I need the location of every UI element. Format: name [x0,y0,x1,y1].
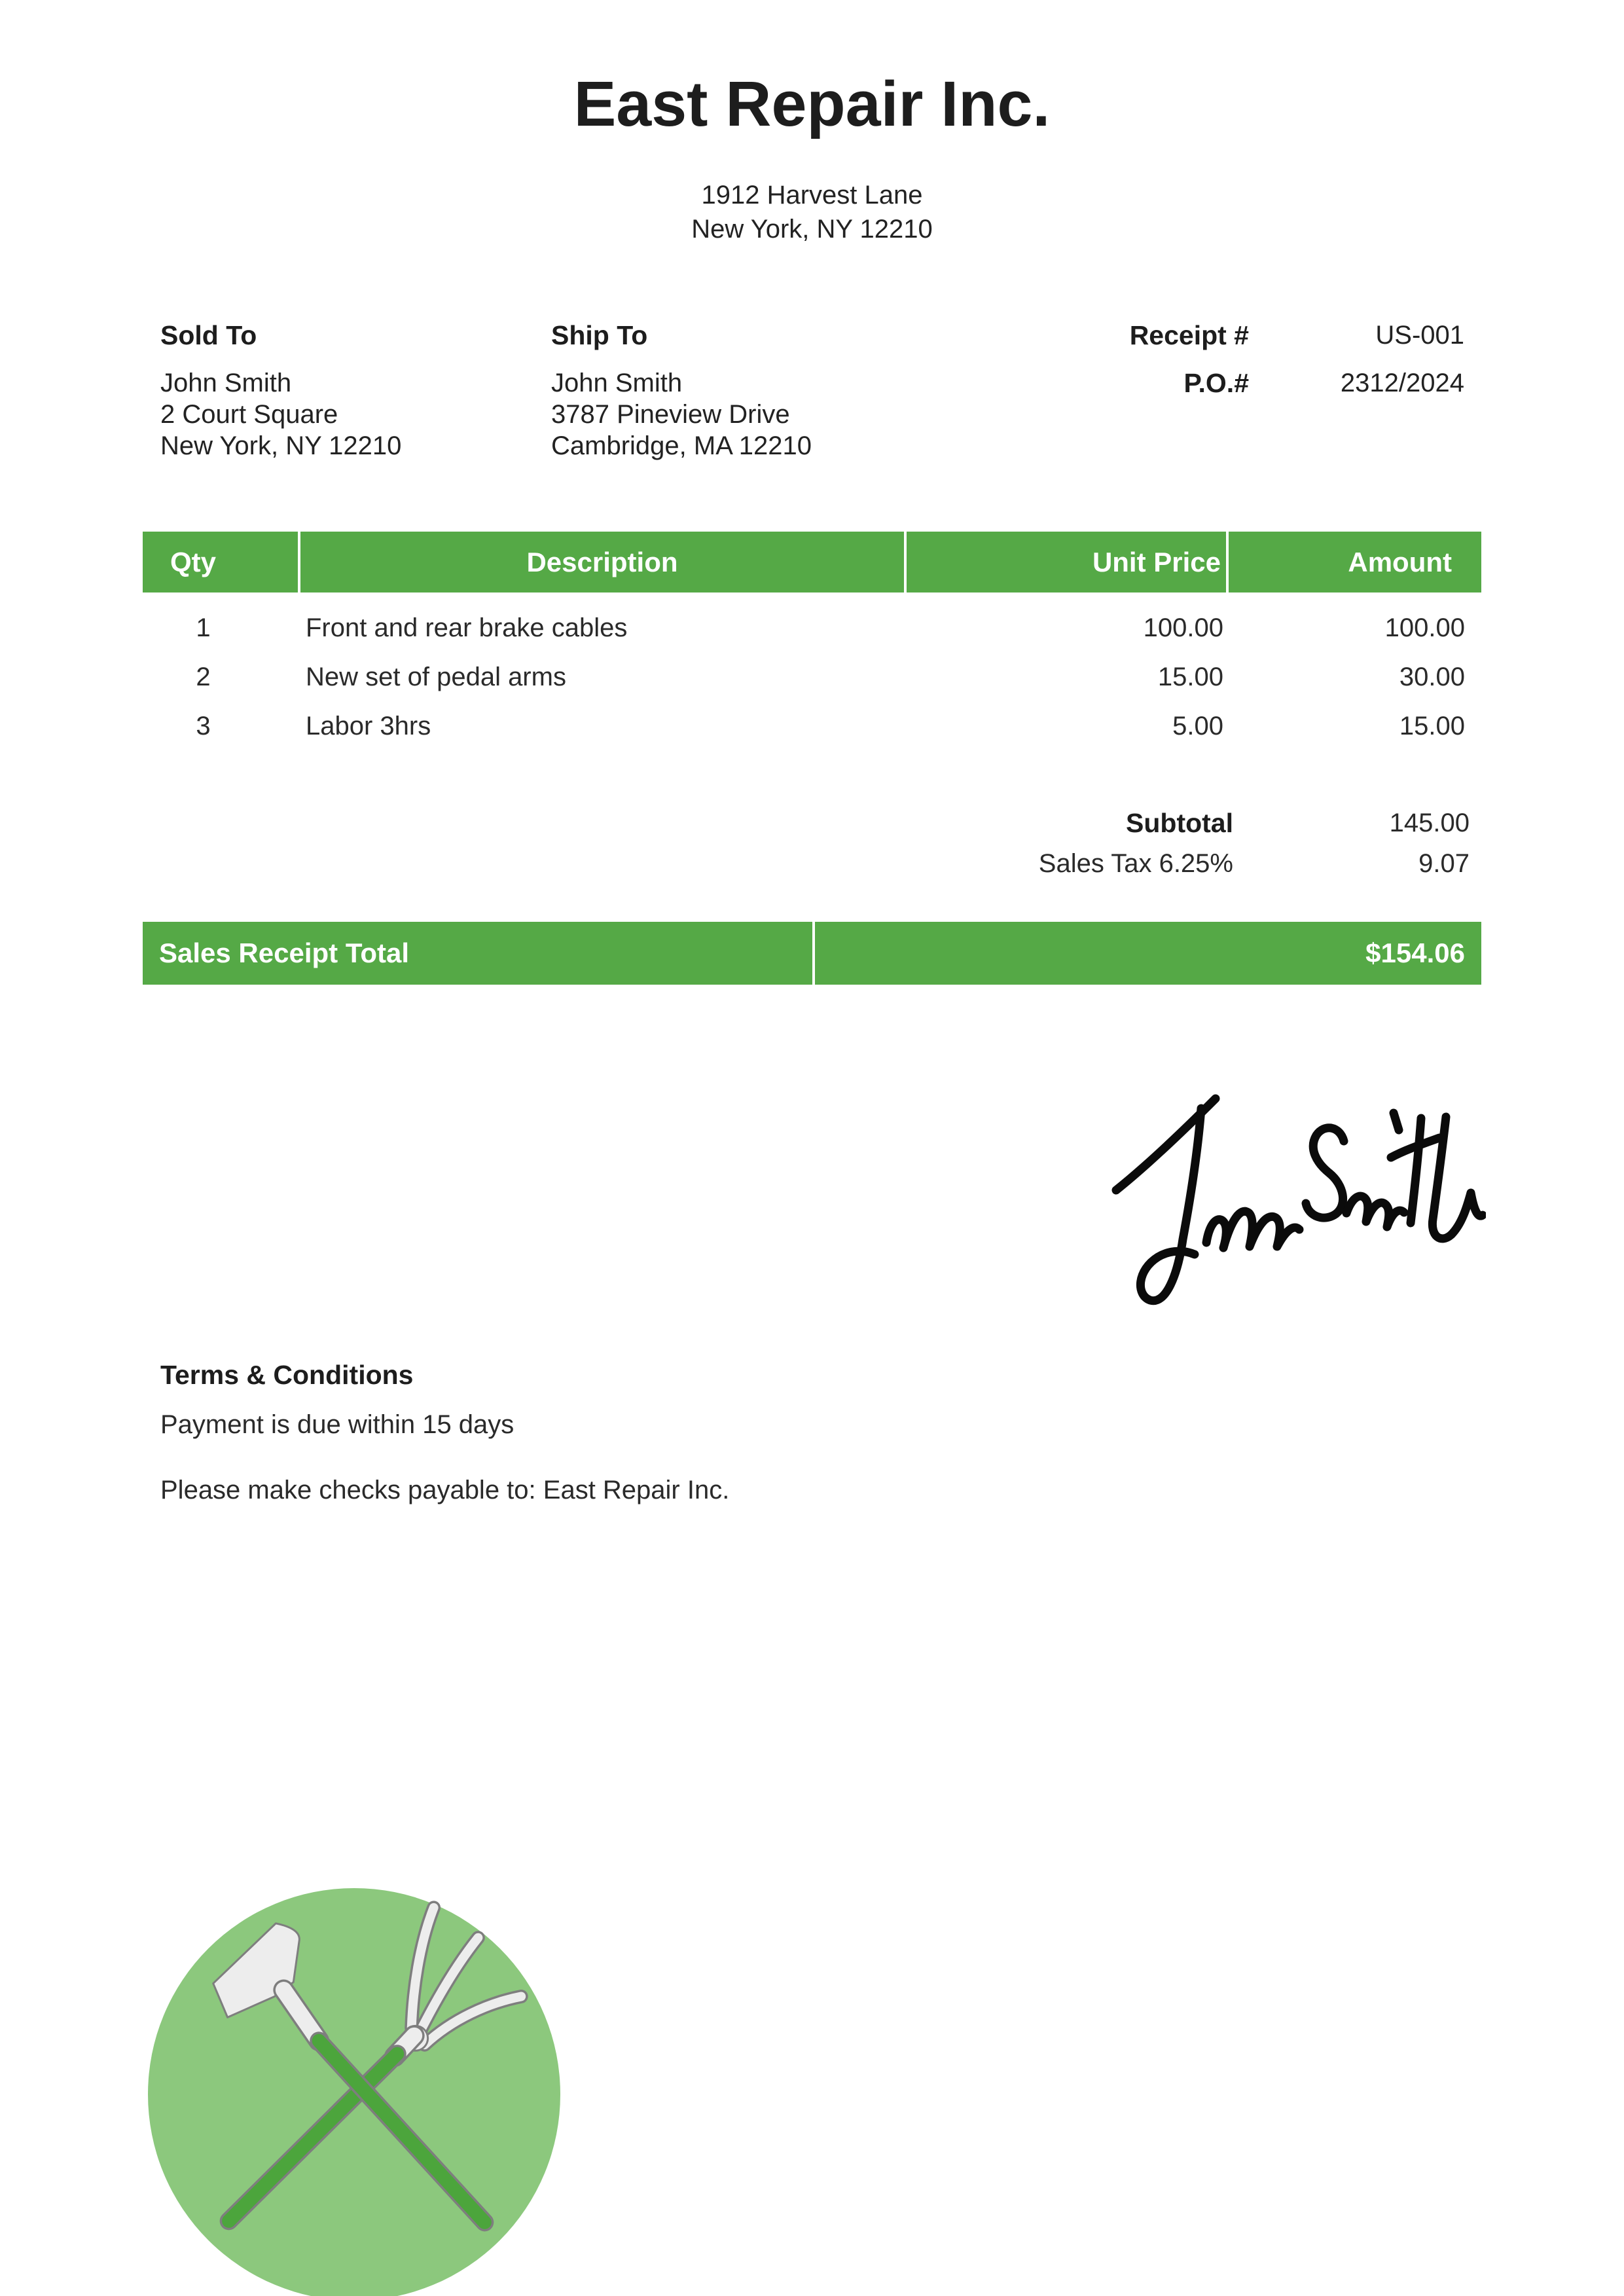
ship-to-street: 3787 Pineview Drive [551,400,790,429]
sold-to-city: New York, NY 12210 [160,431,402,460]
sales-tax-row [143,848,1481,879]
po-number-value: 2312/2024 [1340,369,1464,397]
ship-to-lines [551,367,957,462]
company-address-line2: New York, NY 12210 [691,215,933,244]
subtotal-label: Subtotal [1126,808,1233,838]
row-qty: 2 [196,663,211,691]
ship-to-city: Cambridge, MA 12210 [551,431,812,460]
po-number-row [982,367,1464,399]
totals-block [143,807,1481,888]
sold-to-street: 2 Court Square [160,400,338,429]
table-header-row [143,532,1481,592]
terms-payment-line: Payment is due within 15 days [160,1410,514,1439]
row-description: Labor 3hrs [306,712,431,740]
total-bar-divider [812,922,815,985]
row-unit-price: 15.00 [1157,663,1223,691]
table-row [143,653,1481,702]
sold-to-label: Sold To [160,320,257,350]
row-amount: 100.00 [1384,613,1465,642]
terms-checks-line: Please make checks payable to: East Repair Inc. [160,1476,730,1504]
company-name: East Repair Inc. [573,68,1051,139]
table-row [143,604,1481,653]
crossed-garden-tools-logo [145,1886,563,2296]
table-row [143,702,1481,751]
company-address-line1: 1912 Harvest Lane [701,181,923,210]
header-unit-price: Unit Price [907,532,1229,592]
po-number-label: P.O.# [1183,368,1249,398]
sold-to-block [160,319,527,462]
row-unit-price: 5.00 [1172,712,1223,740]
row-amount: 15.00 [1399,712,1465,740]
receipt-number-row [982,319,1464,351]
line-items-table [143,532,1481,751]
row-description: New set of pedal arms [306,663,566,691]
header-amount: Amount [1348,546,1452,577]
sales-tax-label: Sales Tax 6.25% [1038,849,1233,878]
row-unit-price: 100.00 [1143,613,1223,642]
ship-to-name: John Smith [551,369,683,397]
row-description: Front and rear brake cables [306,613,628,642]
sold-to-lines [160,367,527,462]
subtotal-row [143,807,1481,839]
header-qty: Qty [143,532,300,592]
company-address [0,178,1624,246]
header-description: Description [300,532,907,592]
receipt-meta-block [982,319,1464,415]
sales-tax-value: 9.07 [1418,849,1470,878]
row-amount: 30.00 [1399,663,1465,691]
row-qty: 3 [196,712,211,740]
ship-to-label: Ship To [551,320,648,350]
table-body [143,604,1481,751]
terms-heading: Terms & Conditions [160,1360,414,1390]
handwritten-signature [1103,1079,1486,1320]
total-bar-label: Sales Receipt Total [159,938,410,968]
receipt-number-value: US-001 [1375,321,1464,350]
ship-to-block [551,319,957,462]
total-bar-value: $154.06 [1365,938,1465,968]
sold-to-name: John Smith [160,369,292,397]
receipt-number-label: Receipt # [1129,320,1249,350]
sales-receipt-total-bar [143,922,1481,985]
row-qty: 1 [196,613,211,642]
subtotal-value: 145.00 [1389,809,1470,837]
